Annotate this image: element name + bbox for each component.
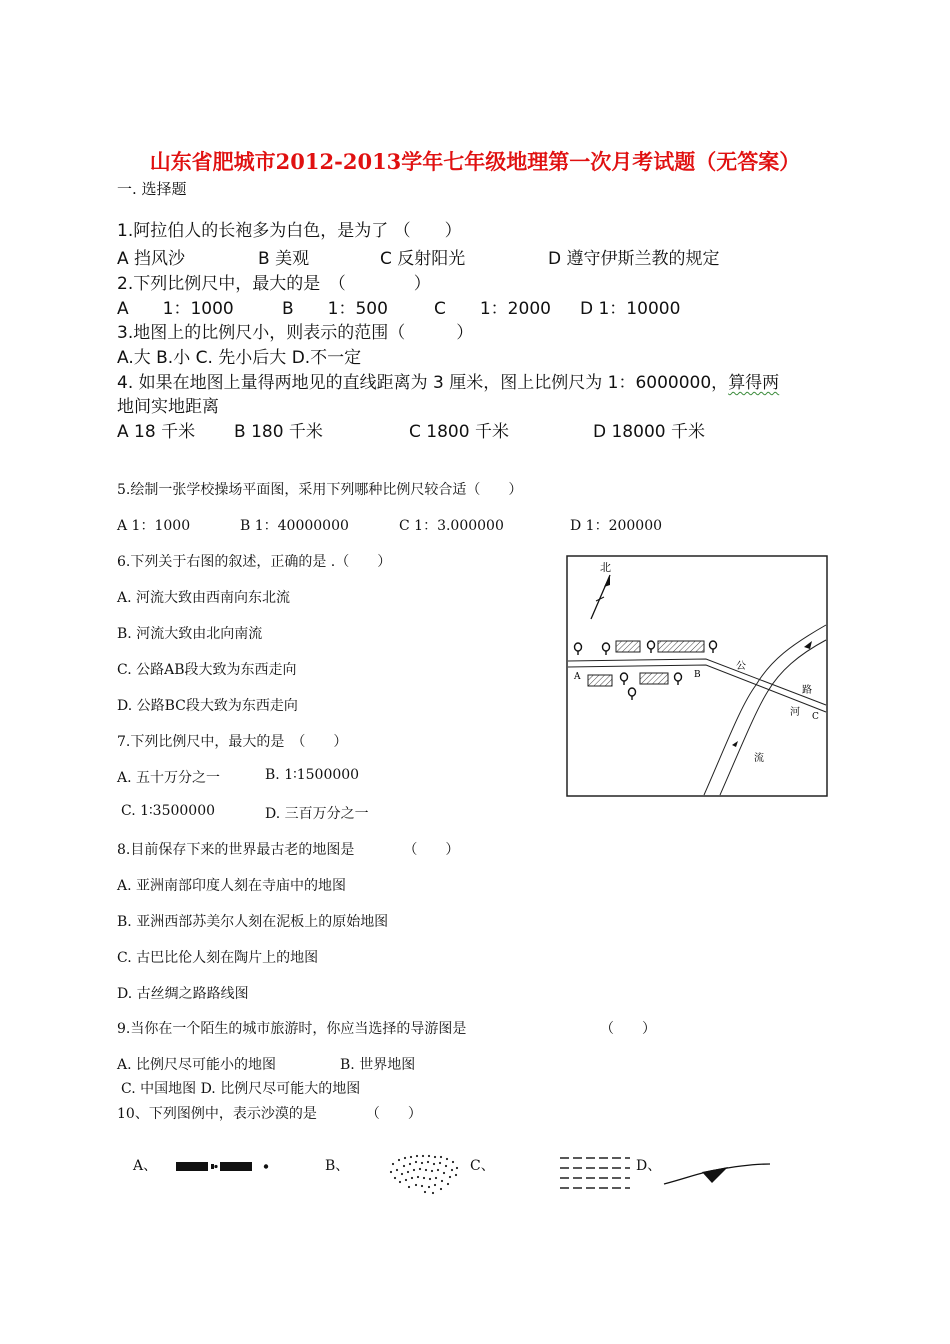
map-label-liu: 流 — [754, 753, 764, 764]
q8-option-d[interactable]: D. 古丝绸之路路线图 — [117, 986, 249, 1002]
map-label-he: 河 — [790, 707, 800, 718]
q1-option-d[interactable]: D 遵守伊斯兰教的规定 — [548, 249, 720, 269]
map-label-b: B — [694, 670, 701, 680]
q1-option-b[interactable]: B 美观 — [258, 249, 310, 269]
q6-option-c[interactable]: C. 公路AB段大致为东西走向 — [117, 662, 297, 678]
q10-option-b[interactable]: B、 — [325, 1158, 350, 1174]
q7-option-b[interactable]: B. 1∶1500000 — [265, 767, 360, 783]
q3-stem: 3.地图上的比例尺小，则表示的范围（ ） — [117, 323, 474, 343]
q10-option-c[interactable]: C、 — [470, 1158, 495, 1174]
q4-stem-wavy: 算得两 — [728, 373, 780, 393]
q5-option-d[interactable]: D 1：200000 — [570, 518, 663, 534]
q4-option-b[interactable]: B 180 千米 — [234, 422, 323, 442]
q6-option-d[interactable]: D. 公路BC段大致为东西走向 — [117, 698, 298, 714]
marsh-legend-icon — [558, 1154, 632, 1194]
q2-option-c[interactable]: C 1：2000 — [434, 299, 551, 319]
river-road-map — [566, 555, 828, 797]
q4-option-c[interactable]: C 1800 千米 — [409, 422, 509, 442]
q5-stem: 5.绘制一张学校操场平面图，采用下列哪种比例尺较合适（ ） — [117, 482, 523, 498]
q7-stem: 7.下列比例尺中，最大的是 （ ） — [117, 734, 348, 750]
map-label-c: C — [812, 712, 819, 722]
q2-option-a[interactable]: A 1：1000 — [117, 299, 234, 319]
q6-option-a[interactable]: A. 河流大致由西南向东北流 — [117, 590, 291, 606]
q4-option-d[interactable]: D 18000 千米 — [593, 422, 705, 442]
q1-option-a[interactable]: A 挡风沙 — [117, 249, 186, 269]
q7-option-a[interactable]: A. 五十万分之一 — [117, 770, 221, 786]
desert-legend-icon — [385, 1150, 467, 1196]
map-label-gong: 公 — [736, 661, 746, 672]
q8-option-a[interactable]: A. 亚洲南部印度人刻在寺庙中的地图 — [117, 878, 347, 894]
q9-option-b[interactable]: B. 世界地图 — [340, 1057, 416, 1073]
q9-option-cd[interactable]: C. 中国地图 D. 比例尺尽可能大的地图 — [121, 1081, 361, 1097]
q6-option-b[interactable]: B. 河流大致由北向南流 — [117, 626, 263, 642]
section-heading: 一. 选择题 — [117, 180, 187, 198]
q2-option-d[interactable]: D 1：10000 — [580, 299, 681, 319]
q3-options[interactable]: A.大 B.小 C. 先小后大 D.不一定 — [117, 348, 362, 368]
q6-stem: 6.下列关于右图的叙述，正确的是 .（ ） — [117, 554, 392, 570]
q9-stem: 9.当你在一个陌生的城市旅游时，你应当选择的导游图是 — [117, 1021, 467, 1037]
q4-stem-line2: 地间实地距离 — [117, 397, 219, 417]
q10-stem: 10、下列图例中，表示沙漠的是 （ ） — [117, 1106, 422, 1122]
q9-answer-paren: （ ） — [600, 1021, 656, 1037]
q2-option-b[interactable]: B 1：500 — [282, 299, 388, 319]
map-label-lu: 路 — [802, 685, 812, 696]
q7-option-c[interactable]: C. 1∶3500000 — [121, 803, 216, 819]
q7-option-d[interactable]: D. 三百万分之一 — [265, 806, 369, 822]
q8-stem: 8.目前保存下来的世界最古老的地图是 （ ） — [117, 842, 460, 858]
q4-option-a[interactable]: A 18 千米 — [117, 422, 196, 442]
q2-stem: 2.下列比例尺中，最大的是 （ ） — [117, 274, 431, 294]
q4-stem-text: 4. 如果在地图上量得两地见的直线距离为 3 厘米，图上比例尺为 1：6000000， — [117, 373, 729, 393]
map-label-a: A — [574, 672, 581, 682]
q10-option-a[interactable]: A、 — [133, 1158, 158, 1174]
q10-option-d[interactable]: D、 — [636, 1158, 662, 1174]
q9-option-a[interactable]: A. 比例尺尽可能小的地图 — [117, 1057, 277, 1073]
q1-stem: 1.阿拉伯人的长袍多为白色，是为了 （ ） — [117, 221, 462, 241]
q5-option-b[interactable]: B 1：40000000 — [240, 518, 349, 534]
q4-stem — [117, 368, 779, 393]
river-legend-icon — [662, 1158, 772, 1190]
map-north-label: 北 — [600, 561, 611, 574]
q8-option-c[interactable]: C. 古巴比伦人刻在陶片上的地图 — [117, 950, 319, 966]
q5-option-a[interactable]: A 1：1000 — [117, 518, 191, 534]
q1-option-c[interactable]: C 反射阳光 — [380, 249, 466, 269]
boundary-legend-icon — [174, 1158, 274, 1176]
page-title: 山东省肥城市2012-2013学年七年级地理第一次月考试题（无答案） — [149, 149, 801, 174]
q5-option-c[interactable]: C 1：3.000000 — [399, 518, 504, 534]
q8-option-b[interactable]: B. 亚洲西部苏美尔人刻在泥板上的原始地图 — [117, 914, 389, 930]
